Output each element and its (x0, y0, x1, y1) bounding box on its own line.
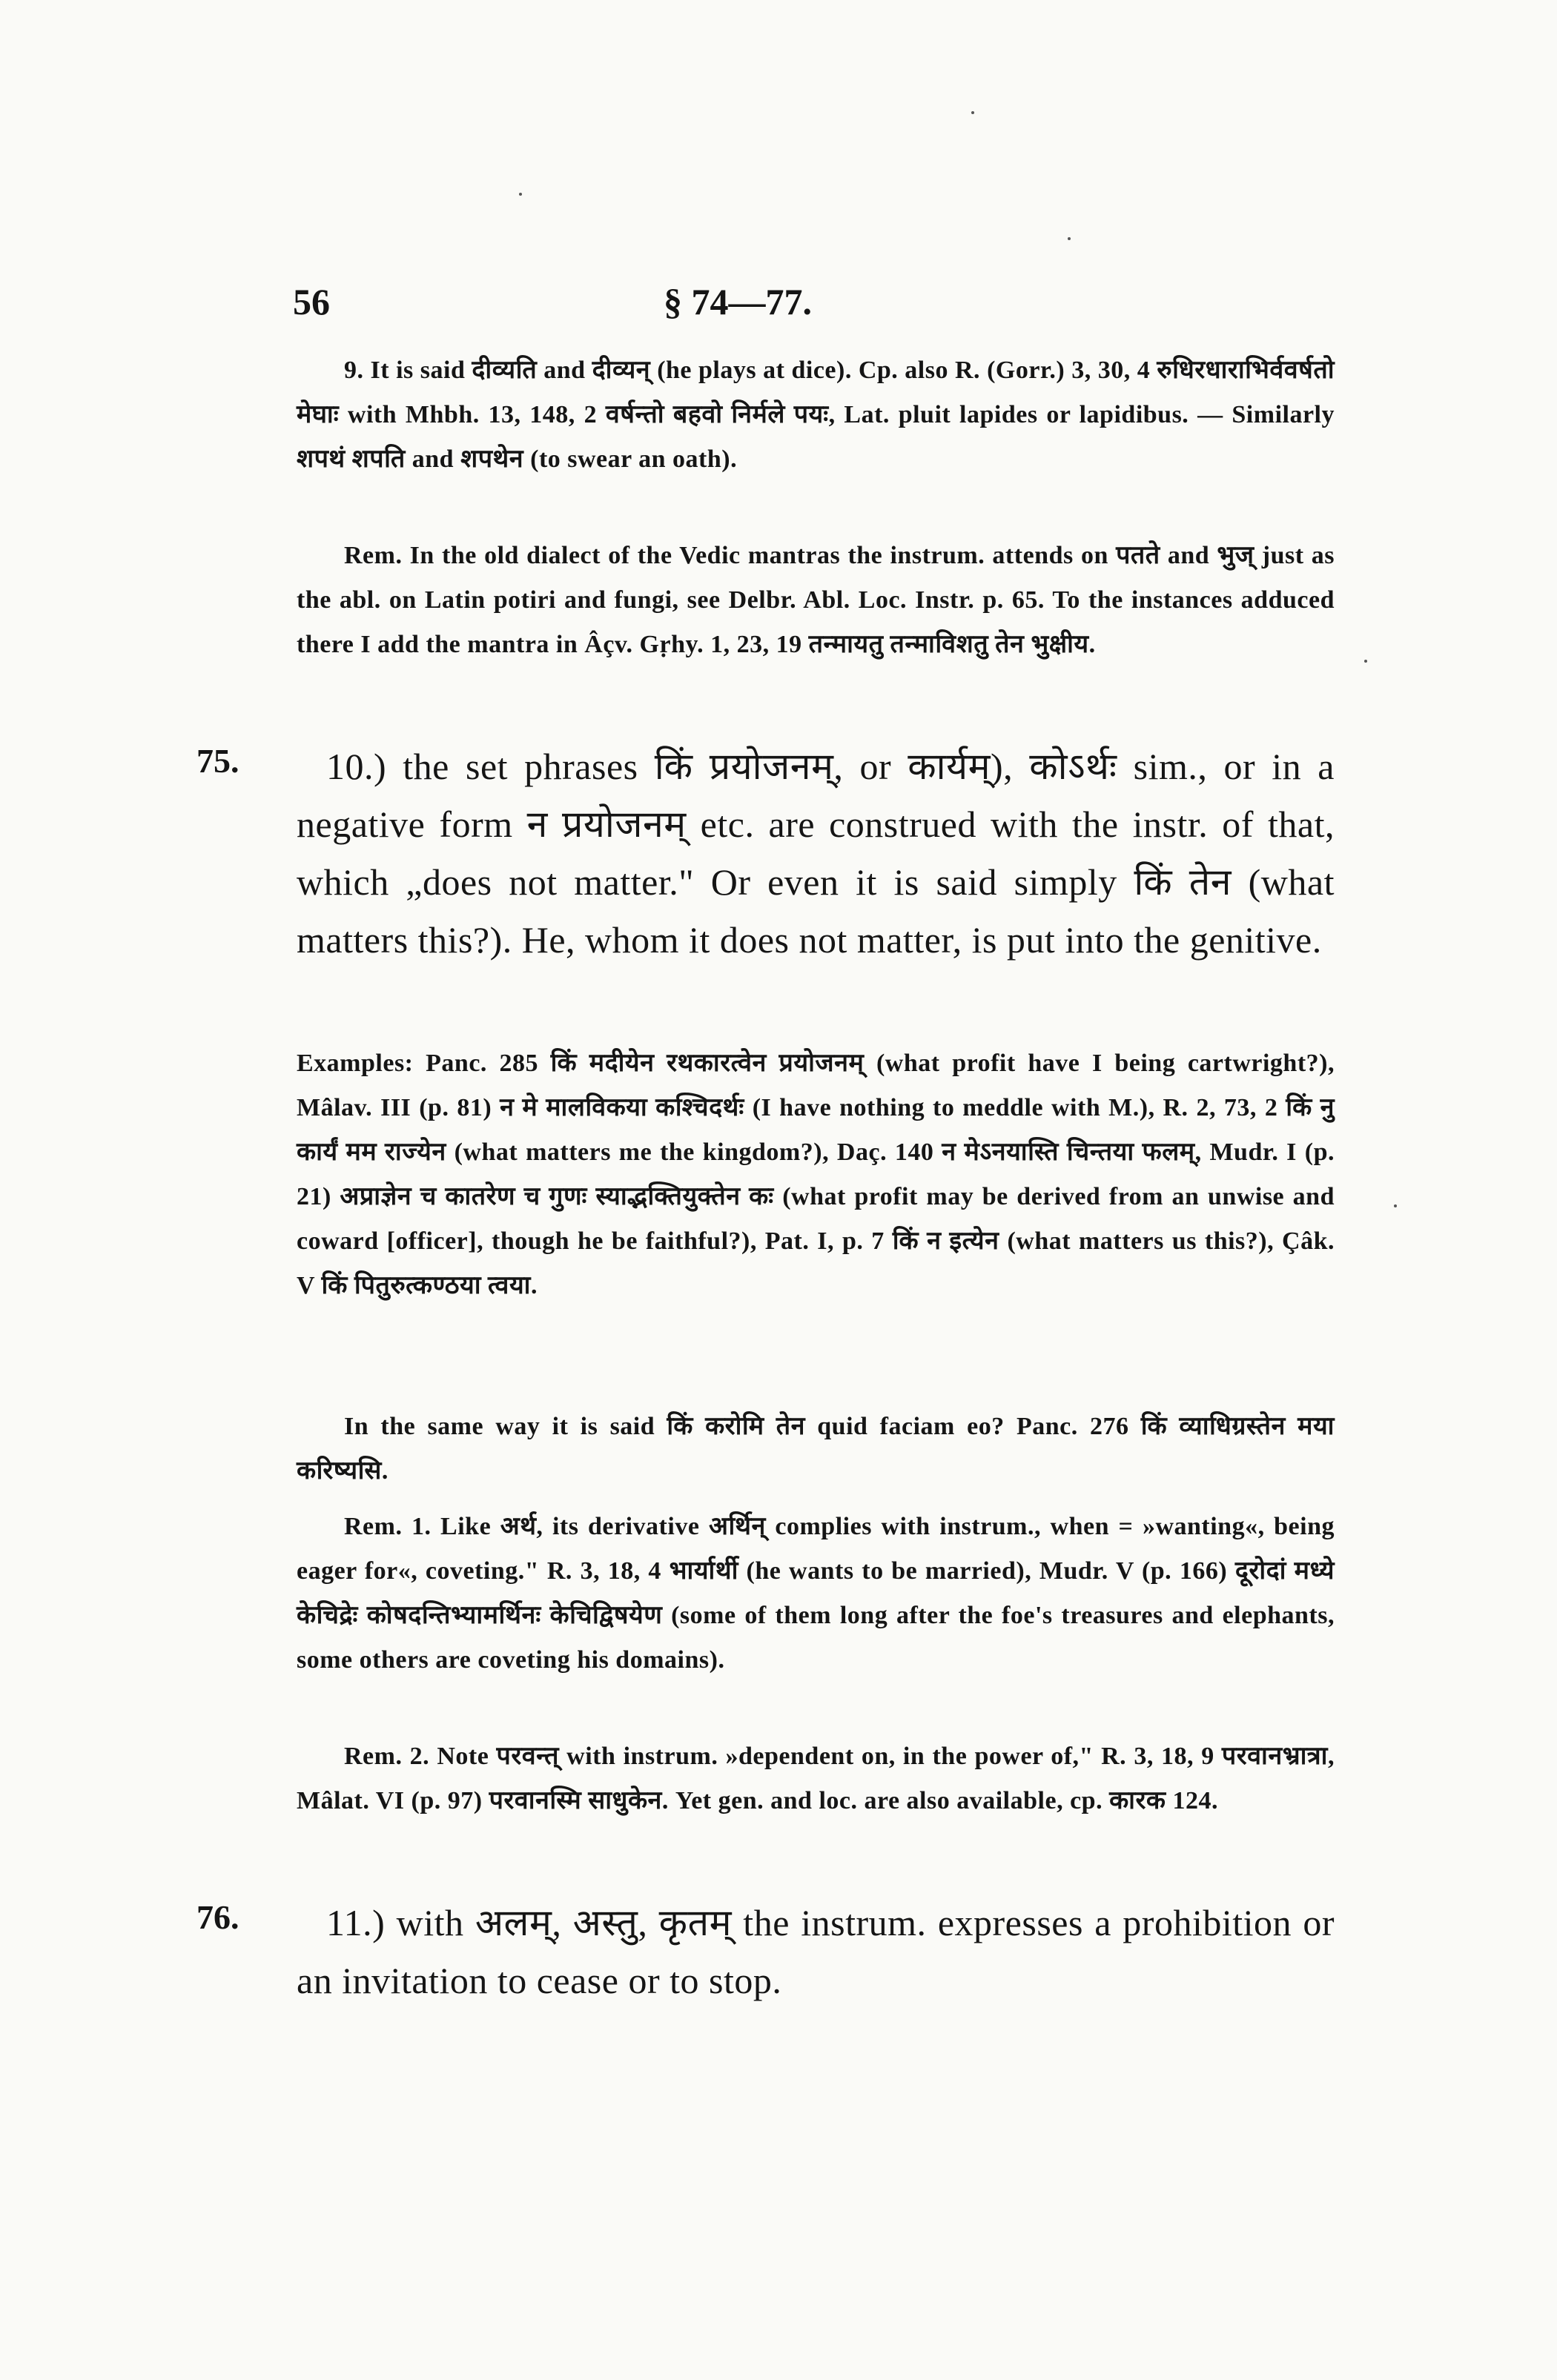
remark-1 (297, 1505, 1335, 1683)
print-speck (971, 111, 974, 114)
print-speck (1364, 660, 1367, 663)
paragraph-11 (297, 1894, 1335, 2009)
examples-paragraph (297, 1041, 1335, 1308)
section-number-76: 76. (196, 1898, 239, 1936)
paragraph-10 (297, 737, 1335, 969)
page-number: 56 (293, 281, 330, 322)
paragraph-text: Rem. 1. Like अर्थ, its derivative अर्थिन् complies with instrum., when = »wanting«, being eager for«, coveting." R. 3, 18, 4 भार्यार्थी (he wants to be married), Mudr. V (p. 166) दूरोदां मध्ये केचिद्रेः कोषदन्तिभ्यामर्थिनः केचिद्विषयेण (some of them long after the foe's treasures and elephants, some others are coveting his domains). (297, 1513, 1335, 1674)
paragraph-text: 11.) with अलम्, अस्तु, कृतम् the instrum. expresses a prohibition or an invitation to cease or to stop. (297, 1902, 1335, 2001)
paragraph-text: 9. It is said दीव्यति and दीव्यन् (he plays at dice). Cp. also R. (Gorr.) 3, 30, 4 रुधिरधाराभिर्ववर्षतो मेघाः with Mhbh. 13, 148, 2 वर्षन्तो बहवो निर्मले पयः, Lat. pluit lapides or lapidibus. — Similarly शपथं शपति and शपथेन (to swear an oath). (297, 357, 1335, 473)
print-speck (1068, 237, 1071, 240)
remark-2 (297, 1734, 1335, 1823)
print-speck (519, 193, 522, 196)
page-header (293, 280, 1346, 332)
remark-vedic (297, 534, 1335, 667)
section-number-75: 75. (196, 742, 239, 780)
paragraph-9 (297, 348, 1335, 482)
section-range: § 74—77. (664, 281, 812, 322)
same-way-paragraph (297, 1405, 1335, 1494)
paragraph-text: Examples: Panc. 285 किं मदीयेन रथकारत्वेन प्रयोजनम् (what profit have I being cartwright?), Mâlav. III (p. 81) न मे मालविकया कश्चिदर्थः (I have nothing to meddle with M.), R. 2, 73, 2 किं नु कार्यं मम राज्येन (what matters me the kingdom?), Daç. 140 न मेऽनयास्ति चिन्तया फलम्, Mudr. I (p. 21) अप्राज्ञेन च कातरेण च गुणः स्याद्भक्तियुक्तेन कः (what profit may be derived from an unwise and coward [officer], though he be faithful?), Pat. I, p. 7 किं न इत्येन (what matters us this?), Çâk. V किं पितुरुत्कण्ठया त्वया. (297, 1050, 1335, 1299)
paragraph-text: Rem. 2. Note परवन्त् with instrum. »dependent on, in the power of," R. 3, 18, 9 परवानभ्रात्रा, Mâlat. VI (p. 97) परवानस्मि साधुकेन. Yet gen. and loc. are also available, cp. कारक 124. (297, 1743, 1335, 1814)
paragraph-text: In the same way it is said किं करोमि तेन quid faciam eo? Panc. 276 किं व्याधिग्रस्तेन मया करिष्यसि. (297, 1413, 1335, 1485)
paragraph-text: 10.) the set phrases किं प्रयोजनम्, or कार्यम्), कोऽर्थः sim., or in a negative form न प्रयोजनम् etc. are construed with the instr. of that, which „does not matter." Or even it is said simply किं तेन (what matters this?). He, whom it does not matter, is put into the genitive. (297, 746, 1335, 961)
paragraph-text: Rem. In the old dialect of the Vedic mantras the instrum. attends on पतते and भुज् just as the abl. on Latin potiri and fungi, see Delbr. Abl. Loc. Instr. p. 65. To the instances adduced there I add the mantra in Âçv. Gṛhy. 1, 23, 19 तन्मायतु तन्माविशतु तेन भुक्षीय. (297, 542, 1335, 658)
print-speck (1394, 1204, 1397, 1207)
